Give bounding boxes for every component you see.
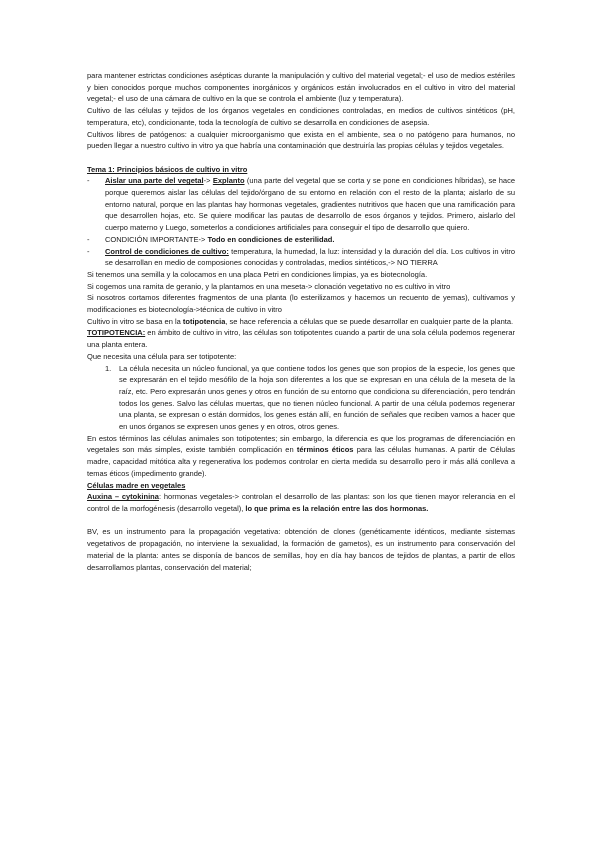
text-run: : hormonas vegetales-> controlan el desarrollo de las plantas: son los que tienen mayor relerancia en el control de la morfogénesis (desarrollo vegetal), [87, 492, 515, 513]
bullet-marker: - [87, 234, 90, 244]
paragraph-totipotencia [87, 316, 515, 328]
text-run: en ámbito de cultivo in vitro, las células son totipotentes cuando a partir de una sola célula podemos regenerar una planta entera. [87, 328, 515, 350]
section-heading: Tema 1: Principios básicos de cultivo in vitro [87, 164, 248, 174]
bullet-item-condicion [87, 234, 515, 246]
bullet-item-control [87, 246, 515, 269]
bullet-text: (una parte del vegetal que se corta y se pone en condiciones híbridas), se hace porque queremos aislar las células del tejido/órgano de su entorno en relación con el resto de la planta; aislarlo de su entorno natural, porque en las plantas hay hormonas vegetales, gradientes nutritivos que hacen que una ramificación para que desarrollen hojas, etc. Se quiere modificar las pautas de desarrollo de esos órganos y tejidos. Primero, aislarlo del cuerpo materno y Luego, someterlos a condiciones artificiales para conseguir el tipo de desarrollo que quiero. [105, 176, 515, 233]
numbered-text: La célula necesita un núcleo funcional, ya que contiene todos los genes que son propios de la especie, los genes que se expresarán en el tejido mesófilo de la hoja son diferentes a los que se expresan en una célula de la meseta de la raíz, etc. Pero expresarán unos genes y otros en función de su entorno que condiciona su diferenciación, pero tendrán todos los genes. Salvo las células muertas, que no tienen núcleo funcional. A partir de una célula podemos regenerar una planta, se expresan o están dormidos, los genes están allí, en función de señales que reciben vamos a hacer que en unos órganos se expresen unos genes y en otros, otros genes. [119, 363, 515, 432]
bullet-marker: - [87, 176, 90, 186]
spacer [87, 515, 515, 527]
spacer [87, 152, 515, 164]
bullet-marker: - [87, 246, 90, 256]
bullet-list [87, 175, 515, 269]
numbered-list [87, 363, 515, 433]
intro-paragraph-3: Cultivos libres de patógenos: a cualquier microorganismo que exista en el ambiente, sea o no patógeno para humanos, no pueden llegar a nuestro cultivo in vitro ya que habría una contaminación que destruiría las propias células y tejidos vegetales. [87, 129, 515, 151]
paragraph-fragmentos: Si nosotros cortamos diferentes fragmentos de una planta (lo esterilizamos y hacemos un recuento de yemas), cultivamos y modificaciones es biotecnología->técnica de cultivo in vitro [87, 293, 515, 315]
bullet-lead: CONDICIÓN IMPORTANTE-> [105, 234, 208, 244]
bold-term: términos éticos [296, 445, 354, 455]
bullet-lead: Control de condiciones de cultivo: [105, 246, 229, 256]
paragraph-que-necesita: Que necesita una célula para ser totipotente: [87, 351, 237, 361]
paragraph-animales [87, 433, 515, 480]
numbered-item [87, 363, 515, 433]
text-run: Cultivo in vitro se basa en la [87, 316, 183, 326]
bullet-arrow: -> [203, 176, 213, 186]
paragraph-definition [87, 327, 515, 350]
bullet-text: temperatura, la humedad, la luz: intensidad y la duración del día. Los cultivos in vitro se desarrollan en medio de composiones conocidas y controladas, medios sintéticos,-> NO TIERRA [105, 246, 515, 268]
text-run: , se hace referencia a células que se puede desarrollar en cualquier parte de la planta. [225, 316, 514, 326]
paragraph-auxina [87, 491, 515, 514]
subheading: Células madre en vegetales [87, 480, 186, 490]
text-run: para las células humanas. A partir de Células madre, capacidad mitótica alta y regenerativa los podemos controlar en cierta medida su desarrollo pero ir más allá conlleva a temas éticos (impedimento grande). [87, 445, 516, 478]
number-marker: 1. [105, 363, 112, 373]
bullet-term: Explanto [212, 176, 245, 186]
bold-conclusion: lo que prima es la relación entre las dos hormonas. [245, 504, 429, 513]
paragraph-semilla: Si tenemos una semilla y la colocamos en una placa Petri en condiciones limpias, ya es biotecnología. [87, 269, 428, 279]
intro-paragraph-2: Cultivo de las células y tejidos de los órganos vegetales en condiciones controladas, en medios de cultivos sintéticos (pH, temperatura, etc), condicionante, toda la tecnología de cultivo se desarrolla en condiciones de asepsia. [87, 106, 515, 127]
text-run: En estos términos las células animales son totipotentes; sin embargo, la diferencia es que los programas de diferenciación en vegetales son más simples, existe también complicación en [87, 433, 515, 455]
definition-term: TOTIPOTENCIA: [87, 328, 146, 338]
document-body [87, 70, 515, 573]
paragraph-bv: BV, es un instrumento para la propagación vegetativa: obtención de clones (genéticamente idénticos, mediante sistemas vegetativos de propagación, no interviene la sexualidad, la formación de gametos), es un instrumento para conservación del material de la planta: antes se disponía de bancos de semillas, hoy en día hay bancos de tejidos de plantas, a partir de ellos desarrollamos plantas, conservación del material; [87, 527, 515, 572]
bullet-lead: Aislar una parte del vegetal [105, 176, 204, 186]
bullet-item-aislar [87, 175, 515, 234]
bold-term: Auxina – cytokinina [87, 492, 159, 502]
bold-term: totipotencia [182, 316, 226, 326]
bullet-bold-text: Todo en condiciones de esterilidad. [207, 234, 335, 244]
intro-paragraph-1: para mantener estrictas condiciones asépticas durante la manipulación y cultivo del material vegetal;- el uso de medios estériles y bien conocidos porque muchos componentes inorgánicos y orgánicos están involucrados en el cultivo in vitro del material vegetal;- el uso de una cámara de cultivo en la que se controla el ambiente (luz y temperatura). [87, 71, 515, 104]
paragraph-geranio: Si cogemos una ramita de geranio, y la plantamos en una meseta-> clonación vegetativo no es cultivo in vitro [87, 281, 451, 291]
